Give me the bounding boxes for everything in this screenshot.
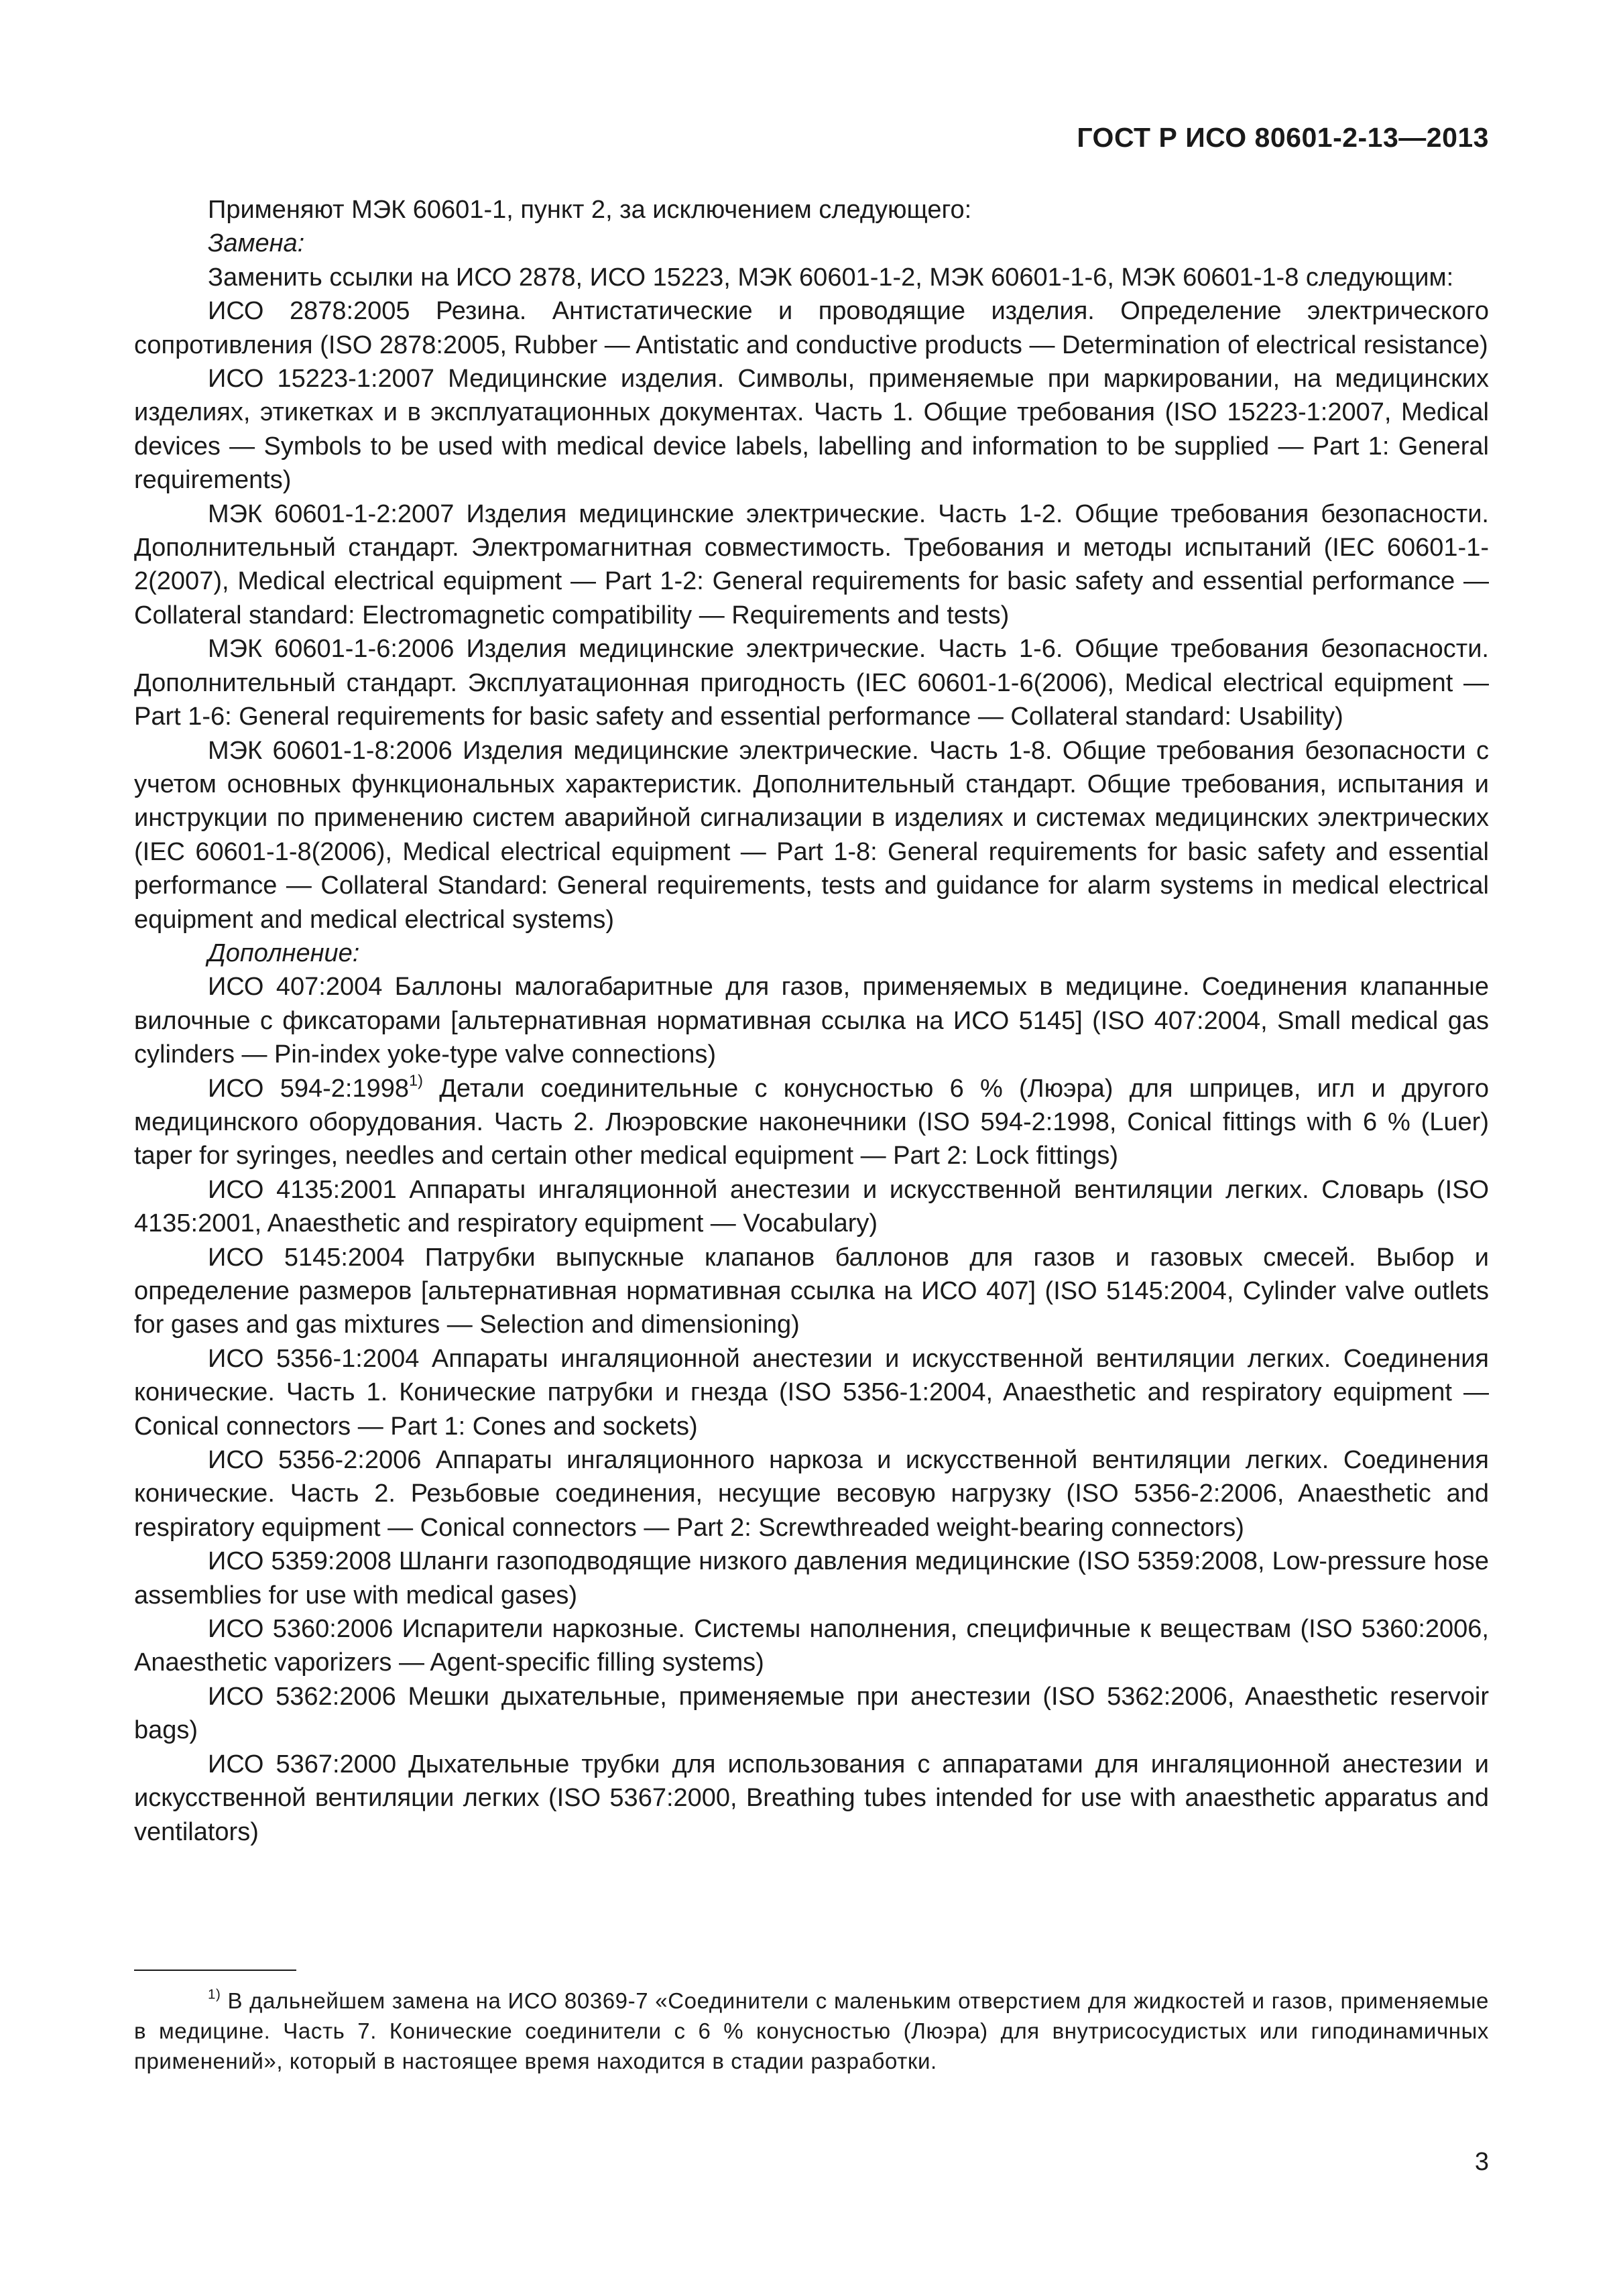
body-paragraph: Заменить ссылки на ИСО 2878, ИСО 15223, МЭК 60601-1-2, МЭК 60601-1-6, МЭК 60601-1-8 следующим: (208, 263, 1454, 292)
reference-iec-60601-1-2: МЭК 60601-1-2:2007 Изделия медицинские электрические. Часть 1-2. Общие требования безопасности. Дополнительный стандарт. Электромагнитная совместимость. Требования и методы испытаний (IEC 60601-1-2(2007), Medical electrical equipment — Part 1-2: General requirements for basic safety and essential performance — Collateral standard: Electromagnetic compatibility — Requirements and tests) (134, 499, 1489, 629)
body-paragraph: Применяют МЭК 60601-1, пункт 2, за исключением следующего: (208, 196, 972, 224)
reference-iso-5367: ИСО 5367:2000 Дыхательные трубки для использования с аппаратами для ингаляционной анестезии и искусственной вентиляции легких (ISO 5367:2000, Breathing tubes intended for use with anaesthetic apparatus and ventilators) (134, 1750, 1489, 1846)
footnote (134, 1986, 1489, 2076)
reference-description: Детали соединительные с конусностью 6 % (Люэра) для шприцев, игл и другого медицинского оборудования. Часть 2. Люэровские наконечники (ISO 594-2:1998, Conical fittings with 6 % (Luer) taper for syringes, needles and certain other medical equipment — Part 2: Lock fittings) (134, 1074, 1489, 1170)
document-header: ГОСТ Р ИСО 80601-2-13—2013 (1077, 122, 1489, 153)
reference-iec-60601-1-6: МЭК 60601-1-6:2006 Изделия медицинские электрические. Часть 1-6. Общие требования безопасности. Дополнительный стандарт. Эксплуатационная пригодность (IEC 60601-1-6(2006), Medical electrical equipment — Part 1-6: General requirements for basic safety and essential performance — Collateral standard: Usability) (134, 635, 1489, 731)
reference-iso-5359: ИСО 5359:2008 Шланги газоподводящие низкого давления медицинские (ISO 5359:2008, Low-pressure hose assemblies for use with medical gases) (134, 1547, 1489, 1610)
footnote-marker: 1) (208, 1986, 221, 2002)
footnote-marker: 1) (409, 1071, 423, 1089)
section-label-addition: Дополнение: (208, 939, 360, 967)
reference-code: ИСО 594-2:1998 (208, 1074, 410, 1103)
reference-iso-594-2 (134, 1072, 1489, 1173)
reference-iso-5360: ИСО 5360:2006 Испарители наркозные. Системы наполнения, специфичные к веществам (ISO 5360:2006, Anaesthetic vaporizers — Agent-specific filling systems) (134, 1615, 1489, 1677)
reference-iso-2878: ИСО 2878:2005 Резина. Антистатические и проводящие изделия. Определение электрического сопротивления (ISO 2878:2005, Rubber — Antistatic and conductive products — Determination of electrical resistance) (134, 297, 1489, 359)
footnote-paragraph (134, 1986, 1489, 2076)
reference-iso-5145: ИСО 5145:2004 Патрубки выпускные клапанов баллонов для газов и газовых смесей. Выбор и определение размеров [альтернативная нормативная ссылка на ИСО 407] (ISO 5145:2004, Cylinder valve outlets for gases and gas mixtures — Selection and dimensioning) (134, 1243, 1489, 1339)
reference-iso-5362: ИСО 5362:2006 Мешки дыхательные, применяемые при анестезии (ISO 5362:2006, Anaesthetic reservoir bags) (134, 1682, 1489, 1745)
reference-iso-4135: ИСО 4135:2001 Аппараты ингаляционной анестезии и искусственной вентиляции легких. Словарь (ISO 4135:2001, Anaesthetic and respiratory equipment — Vocabulary) (134, 1175, 1489, 1238)
reference-iso-5356-2: ИСО 5356-2:2006 Аппараты ингаляционного наркоза и искусственной вентиляции легких. Соединения конические. Часть 2. Резьбовые соединения, несущие весовую нагрузку (ISO 5356-2:2006, Anaesthetic and respiratory equipment — Conical connectors — Part 2: Screwthreaded weight-bearing connectors) (134, 1446, 1489, 1542)
section-label-replacement: Замена: (208, 229, 305, 258)
reference-iso-15223: ИСО 15223-1:2007 Медицинские изделия. Символы, применяемые при маркировании, на медицинских изделиях, этикетках и в эксплуатационных документах. Часть 1. Общие требования (ISO 15223-1:2007, Medical devices — Symbols to be used with medical device labels, labelling and information to be supplied — Part 1: General requirements) (134, 365, 1489, 495)
footnote-divider (134, 1970, 296, 1971)
footnote-text: В дальнейшем замена на ИСО 80369-7 «Соединители с маленьким отверстием для жидкостей и газов, применяемые в медицине. Часть 7. Конические соединители с 6 % конусностью (Люэра) для внутрисосудистых или гиподинамичных применений», который в настоящее время находится в стадии разработки. (134, 1988, 1489, 2073)
reference-iso-5356-1: ИСО 5356-1:2004 Аппараты ингаляционной анестезии и искусственной вентиляции легких. Соединения конические. Часть 1. Конические патрубки и гнезда (ISO 5356-1:2004, Anaesthetic and respiratory equipment — Conical connectors — Part 1: Cones and sockets) (134, 1344, 1489, 1441)
document-body (134, 193, 1489, 1849)
page-number: 3 (1474, 2148, 1489, 2176)
reference-iec-60601-1-8: МЭК 60601-1-8:2006 Изделия медицинские электрические. Часть 1-8. Общие требования безопасности с учетом основных функциональных характеристик. Дополнительный стандарт. Общие требования, испытания и инструкции по применению систем аварийной сигнализации в изделиях и системах медицинских электрических (IEC 60601-1-8(2006), Medical electrical equipment — Part 1-8: General requirements for basic safety and essential performance — Collateral Standard: General requirements, tests and guidance for alarm systems in medical electrical equipment and medical electrical systems) (134, 736, 1489, 934)
reference-iso-407: ИСО 407:2004 Баллоны малогабаритные для газов, применяемых в медицине. Соединения клапанные вилочные с фиксаторами [альтернативная нормативная ссылка на ИСО 5145] (ISO 407:2004, Small medical gas cylinders — Pin-index yoke-type valve connections) (134, 973, 1489, 1069)
